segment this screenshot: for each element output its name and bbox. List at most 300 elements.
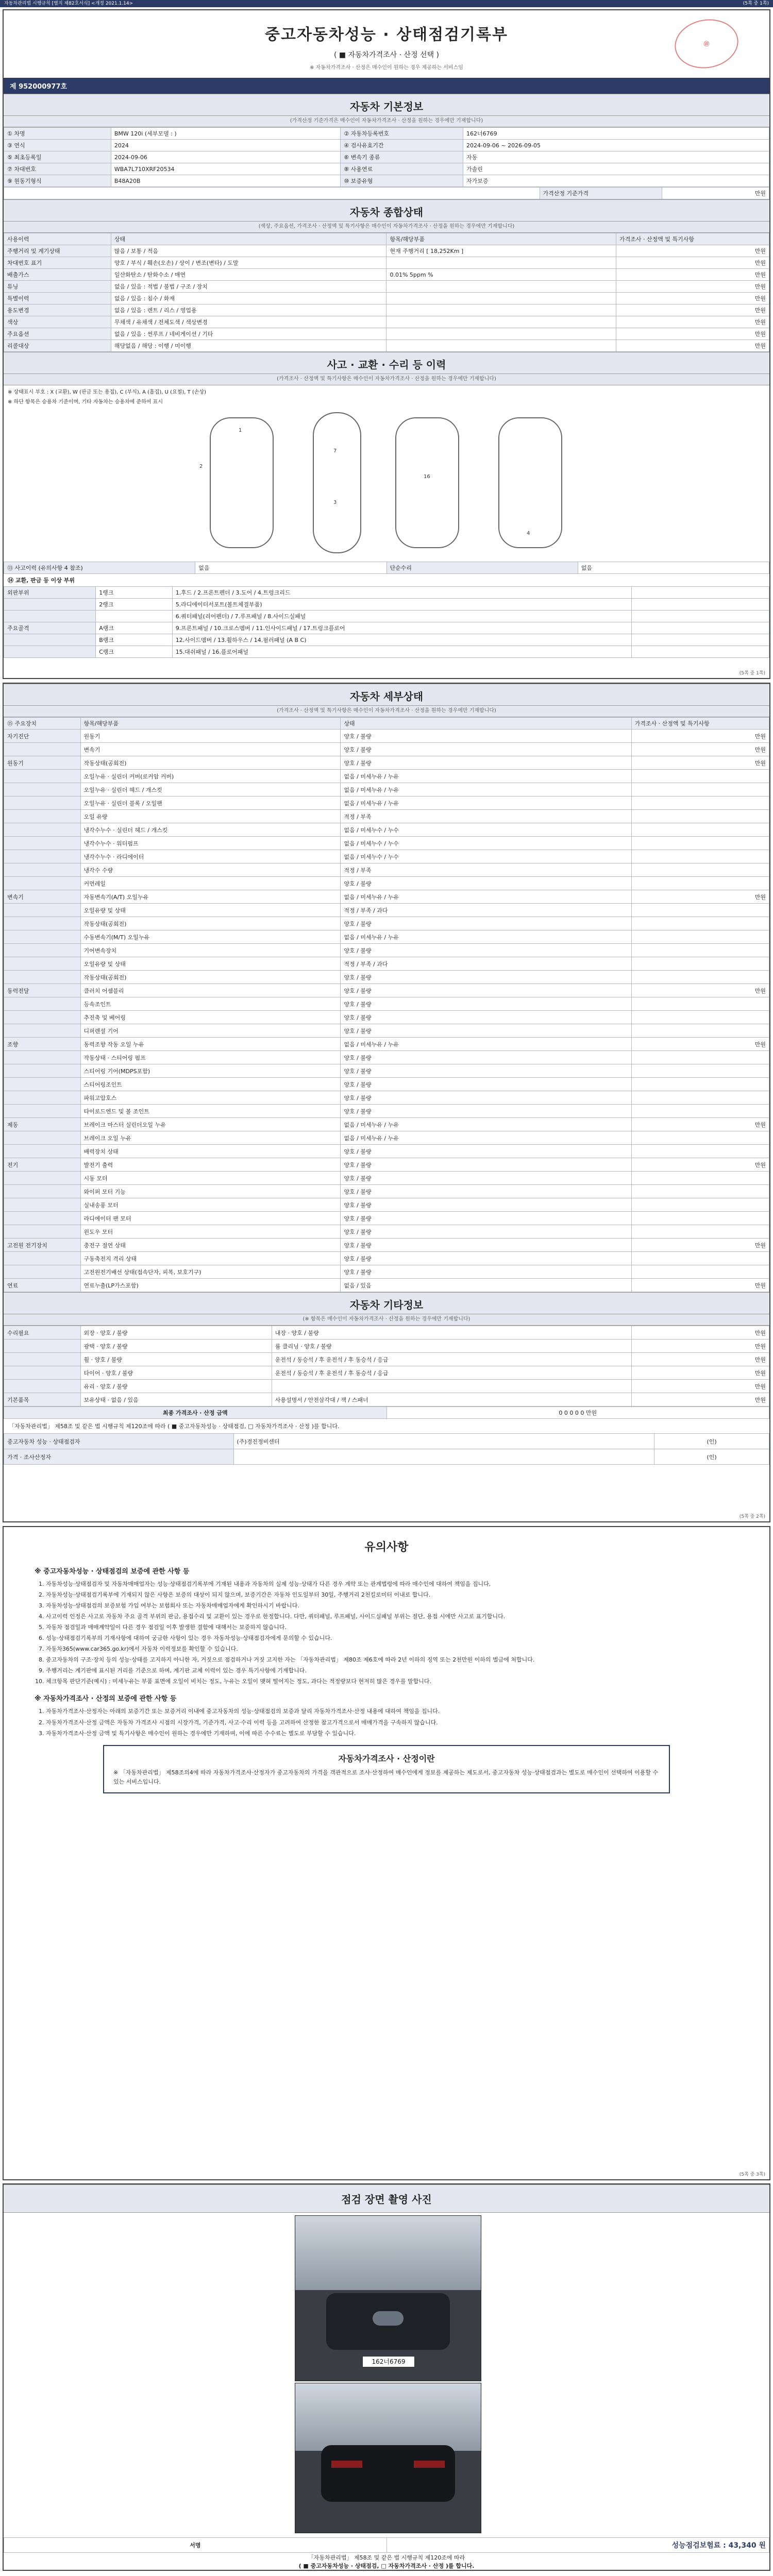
etc-table [4, 1326, 769, 1406]
detail-part: 발전기 출력 [80, 1158, 341, 1172]
basic-row [4, 128, 769, 140]
detail-device [4, 904, 81, 917]
detail-part: 구동축전지 격리 상태 [80, 1252, 341, 1265]
overall-detail [386, 316, 616, 328]
detail-state: 양호 / 불량 [341, 1078, 631, 1091]
overall-note: (색상, 주요옵션, 가격조사 · 산정액 및 특기사항은 매수인이 자동차가격조사 · 산정을 원하는 경우에만 기재합니다) [4, 222, 769, 233]
detail-row [4, 1225, 769, 1239]
detail-part: 고전원전기배선 상태(접속단자, 피복, 보호기구) [80, 1265, 341, 1279]
detail-price [631, 1198, 769, 1212]
car-underbody [395, 417, 459, 548]
detail-row [4, 930, 769, 944]
detail-part: 등속조인트 [80, 997, 341, 1011]
basic-label: ⑧ 사용연료 [341, 163, 463, 175]
overall-detail [386, 257, 616, 269]
detail-state: 양호 / 불량 [341, 1011, 631, 1024]
detail-part: 수동변속기(M/T) 오일누유 [80, 930, 341, 944]
car-top-view [313, 412, 361, 553]
cert-row [4, 1449, 769, 1465]
rank-group: 주요골격 [4, 622, 96, 634]
rank-parts: 1.후드 / 2.프론트펜더 / 3.도어 / 4.트렁크리드 [172, 587, 631, 599]
total-label: 최종 가격조사 · 산정 금액 [4, 1407, 387, 1419]
photo-front [295, 2215, 481, 2381]
notice-item: 5. 자동차 점검일과 매매계약일이 다른 경우 점검일 이후 발생한 결함에 대해서는 보증하지 않습니다. [46, 1623, 738, 1632]
overall-price: 만원 [616, 340, 769, 352]
detail-state: 없음 / 미세누유 / 누유 [341, 783, 631, 796]
overall-row [4, 245, 769, 257]
page-2 [3, 683, 770, 1522]
rank-parts: 12.사이드멤버 / 13.휠하우스 / 14.필러패널 (A B C) [172, 634, 631, 646]
rank-level: A랭크 [96, 622, 173, 634]
detail-device [4, 1024, 81, 1038]
overall-item: 리콜대상 [4, 340, 111, 352]
etc-price: 만원 [631, 1366, 769, 1380]
notice-item: 8. 중고자동차의 구조·장치 등의 성능·상태를 고지하지 아니한 자, 거짓으로 점검하거나 거짓 고지한 자는 「자동차관리법」 제80조 제6호에 따라 2년 이하의 징역 또는 2천만원 이하의 벌금에 처합니다. [46, 1655, 738, 1664]
overall-header: 사용이력 [4, 233, 111, 245]
detail-device [4, 944, 81, 957]
detail-price [631, 1225, 769, 1239]
detail-row [4, 1105, 769, 1118]
detail-row [4, 850, 769, 863]
detail-table [4, 717, 769, 1292]
detail-device [4, 1091, 81, 1105]
detail-row [4, 1118, 769, 1131]
rank-level: B랭크 [96, 634, 173, 646]
top-strip [0, 0, 773, 7]
etc-group: 기본품목 [4, 1393, 81, 1406]
detail-part: 작동상태(공회전) [80, 971, 341, 984]
footer-line-1: 「자동차관리법」 제58조 및 같은 법 시행규칙 제120조에 따라 [308, 2554, 465, 2561]
sign-table [4, 2537, 769, 2553]
detail-device: 연료 [4, 1279, 81, 1292]
basic-label: ⑦ 차대번호 [4, 163, 111, 175]
detail-device [4, 1185, 81, 1198]
overall-price: 만원 [616, 281, 769, 293]
detail-part: 스티어링조인트 [80, 1078, 341, 1091]
doc-title: 중고자동차성능 · 상태점검기록부 [264, 26, 508, 44]
rank-parts: 15.대쉬패널 / 16.플로어패널 [172, 646, 631, 658]
rank-parts: 6.쿼터패널(리어펜더) / 7.루프패널 / 8.사이드실패널 [172, 611, 631, 622]
etc-group [4, 1380, 81, 1393]
exchange-label: ⑭ 교환, 판금 등 이상 부위 [8, 577, 75, 584]
seal-stamp: ㊞ [671, 14, 742, 73]
detail-row [4, 1198, 769, 1212]
detail-price [631, 1145, 769, 1158]
detail-device [4, 1145, 81, 1158]
detail-price [631, 1131, 769, 1145]
detail-state: 없음 / 미세누유 / 누유 [341, 770, 631, 783]
detail-part: 오일누유 · 실린더 블록 / 오일팬 [80, 796, 341, 810]
detail-state: 없음 / 있음 [341, 1279, 631, 1292]
page-3-label: (5쪽 중 3쪽) [739, 2172, 765, 2177]
detail-device [4, 957, 81, 971]
detail-state: 양호 / 불량 [341, 984, 631, 997]
cert-name [233, 1449, 654, 1465]
basic-label: ⑩ 보증유형 [341, 175, 463, 187]
detail-note: (가격조사 · 산정액 및 특기사항은 매수인이 자동차가격조사 · 산정을 원하는 경우에만 기재합니다) [4, 706, 769, 717]
history-value: 없음 [195, 562, 386, 574]
detail-state: 양호 / 불량 [341, 1051, 631, 1064]
overall-price: 만원 [616, 257, 769, 269]
doc-subtitle: ( ■ 자동차가격조사 · 산정 선택 ) [333, 51, 440, 59]
detail-device [4, 997, 81, 1011]
detail-part: 충전구 절연 상태 [80, 1239, 341, 1252]
detail-part: 냉각수누수 · 실린더 헤드 / 개스킷 [80, 823, 341, 837]
detail-price [631, 837, 769, 850]
history-label: ⑬ 사고이력 (유의사항 4 참조) [4, 562, 195, 574]
notice-item: 4. 사고이력 인정은 사고로 자동차 주요 골격 부위의 판금, 용접수리 및 교환이 있는 경우로 한정합니다. 다만, 쿼터패널, 루프패널, 사이드실패널 부위는 절단, 용접 시에만 사고로 표기합니다. [46, 1612, 738, 1621]
detail-state: 양호 / 불량 [341, 1158, 631, 1172]
rank-row [4, 634, 769, 646]
overall-row [4, 293, 769, 304]
overall-state: 없음 / 있음 : 렌트 / 리스 / 영업용 [111, 304, 386, 316]
detail-part: 스티어링 기어(MDPS포함) [80, 1064, 341, 1078]
detail-device [4, 850, 81, 863]
overall-detail [386, 328, 616, 340]
rank-level: C랭크 [96, 646, 173, 658]
detail-part: 윈도우 모터 [80, 1225, 341, 1239]
detail-price [631, 1011, 769, 1024]
basic-label: ① 차명 [4, 128, 111, 140]
price-unit: 만원 [662, 188, 769, 199]
detail-row [4, 1038, 769, 1051]
overall-header: 상태 [111, 233, 386, 245]
detail-part: 연료누출(LP가스포함) [80, 1279, 341, 1292]
overall-state: 없음 / 있음 : 적법 / 불법 / 구조 / 장치 [111, 281, 386, 293]
detail-device [4, 1131, 81, 1145]
detail-row [4, 1279, 769, 1292]
page-3 [3, 1526, 770, 2180]
detail-state: 양호 / 불량 [341, 997, 631, 1011]
detail-part: 원동기 [80, 730, 341, 743]
detail-part: 파워고압호스 [80, 1091, 341, 1105]
detail-state: 없음 / 미세누유 / 누유 [341, 1131, 631, 1145]
detail-row [4, 1145, 769, 1158]
rank-row [4, 599, 769, 611]
detail-part: 커먼레일 [80, 877, 341, 890]
detail-device: 원동기 [4, 756, 81, 770]
detail-part: 브레이크 오일 누유 [80, 1131, 341, 1145]
detail-row [4, 944, 769, 957]
overall-state: 무채색 / 유채색 / 전체도색 / 색상변경 [111, 316, 386, 328]
etc-detail: 사용설명서 / 안전삼각대 / 잭 / 스패너 [272, 1393, 631, 1406]
detail-part: 오일 유량 [80, 810, 341, 823]
rank-level: 1랭크 [96, 587, 173, 599]
detail-device: 고전원 전기장치 [4, 1239, 81, 1252]
detail-device [4, 1011, 81, 1024]
notice-item: 1. 자동차성능·상태점검자 및 자동차매매업자는 성능·상태점검기록부에 기재된 내용과 자동차의 실제 성능·상태가 다른 경우 계약 또는 관계법령에 따라 매수인에 대하여 책임을 집니다. [46, 1580, 738, 1588]
total-value: 0 0 0 0 0 만원 [386, 1407, 769, 1419]
detail-price [631, 1185, 769, 1198]
report-number: 제 952000977호 [4, 78, 769, 94]
detail-device [4, 1265, 81, 1279]
detail-state: 적정 / 부족 / 과다 [341, 957, 631, 971]
etc-row [4, 1353, 769, 1366]
rank-row [4, 622, 769, 634]
doc-note: ※ 자동차가격조사 · 산정은 매수인이 원하는 경우 제공하는 서비스임 [310, 65, 463, 71]
detail-row [4, 904, 769, 917]
detail-part: 라디에이터 팬 모터 [80, 1212, 341, 1225]
notice-part1-list [35, 1580, 738, 1686]
detail-row [4, 1051, 769, 1064]
basic-label: ⑨ 원동기형식 [4, 175, 111, 187]
detail-row [4, 917, 769, 930]
overall-item: 배출가스 [4, 269, 111, 281]
rank-group [4, 599, 96, 611]
notice-item: 9. 주행거리는 계기판에 표시된 거리를 기준으로 하며, 계기판 교체 이력이 있는 경우 특기사항에 기재합니다. [46, 1666, 738, 1675]
overall-detail: 0.01% 5ppm % [386, 269, 616, 281]
detail-state: 적정 / 부족 / 과다 [341, 904, 631, 917]
detail-price [631, 1252, 769, 1265]
detail-part: 오일유량 및 상태 [80, 904, 341, 917]
detail-device: 동력전달 [4, 984, 81, 997]
basic-label: ② 자동차등록번호 [341, 128, 463, 140]
sign-label: 서명 [4, 2538, 387, 2553]
overall-price: 만원 [616, 293, 769, 304]
overall-item: 차대번호 표기 [4, 257, 111, 269]
overall-table [4, 233, 769, 352]
detail-price: 만원 [631, 984, 769, 997]
detail-device [4, 770, 81, 783]
detail-price [631, 904, 769, 917]
cert-role: 가격 · 조사산정자 [4, 1449, 234, 1465]
detail-price [631, 1091, 769, 1105]
notice-item: 6. 성능·상태점검기록부의 기재사항에 대하여 궁금한 사항이 있는 경우 자동차성능·상태점검자에게 문의할 수 있습니다. [46, 1634, 738, 1642]
part-1: 1 [239, 428, 242, 433]
detail-row [4, 823, 769, 837]
accident-legend: ※ 상태표시 부호 : X (교환), W (판금 또는 용접), C (부식), A (흠집), U (요철), T (손상) [8, 389, 207, 395]
detail-price [631, 917, 769, 930]
etc-price: 만원 [631, 1340, 769, 1353]
detail-row [4, 756, 769, 770]
detail-device: 자기진단 [4, 730, 81, 743]
notice-item: 1. 자동차가격조사·산정자는 아래의 보증기간 또는 보증거리 이내에 중고자동차의 성능·상태점검의 보증과 달리 자동차가격조사·산정 내용에 대하여 책임을 집니다. [46, 1707, 738, 1716]
rank-price [631, 634, 769, 646]
rank-row [4, 611, 769, 622]
detail-state: 양호 / 불량 [341, 1091, 631, 1105]
detail-state: 적정 / 부족 [341, 810, 631, 823]
detail-row [4, 1265, 769, 1279]
detail-device [4, 796, 81, 810]
etc-group [4, 1353, 81, 1366]
cert-table [4, 1433, 769, 1465]
page-1 [3, 9, 770, 679]
etc-item: 타이어 · 양호 / 불량 [80, 1366, 272, 1380]
detail-device [4, 1051, 81, 1064]
part-16: 16 [424, 474, 430, 480]
rank-parts: 9.프론트패널 / 10.크로스멤버 / 11.인사이드패널 / 17.트렁크플로어 [172, 622, 631, 634]
detail-device [4, 1252, 81, 1265]
etc-group [4, 1340, 81, 1353]
part-3: 3 [333, 500, 337, 505]
detail-part: 와이퍼 모터 기능 [80, 1185, 341, 1198]
rank-level [96, 611, 173, 622]
etc-item: 광택 · 양호 / 불량 [80, 1340, 272, 1353]
detail-part: 배력장치 상태 [80, 1145, 341, 1158]
detail-device [4, 810, 81, 823]
detail-state: 없음 / 미세누유 / 누유 [341, 1038, 631, 1051]
detail-state: 양호 / 불량 [341, 1198, 631, 1212]
overall-row [4, 304, 769, 316]
basic-label: ⑤ 최초등록일 [4, 151, 111, 163]
detail-price [631, 971, 769, 984]
detail-price [631, 796, 769, 810]
basic-title: 자동차 기본정보 [4, 94, 769, 116]
detail-device [4, 1078, 81, 1091]
detail-row [4, 1158, 769, 1172]
detail-row [4, 984, 769, 997]
detail-price [631, 930, 769, 944]
detail-part: 작동상태(공회전) [80, 756, 341, 770]
detail-row [4, 997, 769, 1011]
overall-detail [386, 281, 616, 293]
insurance-fee: 성능점검보험료 : 43,340 원 [386, 2538, 769, 2553]
detail-part: 시동 모터 [80, 1172, 341, 1185]
detail-state: 없음 / 미세누수 / 누수 [341, 850, 631, 863]
detail-row [4, 1024, 769, 1038]
notice-item: 7. 자동차365(www.car365.go.kr)에서 자동차 이력정보를 확인할 수 있습니다. [46, 1645, 738, 1653]
notice-title: 유의사항 [4, 1527, 769, 1556]
notice-box-title: 자동차가격조사 · 산정이란 [338, 1753, 435, 1764]
detail-price: 만원 [631, 1239, 769, 1252]
detail-title: 자동차 세부상태 [4, 684, 769, 706]
etc-price: 만원 [631, 1326, 769, 1340]
detail-state: 양호 / 불량 [341, 1105, 631, 1118]
etc-row [4, 1326, 769, 1340]
detail-price: 만원 [631, 890, 769, 904]
etc-price: 만원 [631, 1393, 769, 1406]
car-diagram [4, 407, 769, 562]
detail-state: 양호 / 불량 [341, 1145, 631, 1158]
rank-table [4, 586, 769, 658]
basic-value: 자가보증 [463, 175, 769, 187]
notice-item: 2. 자동차가격조사·산정 금액은 자동차 가격조사 시점의 시장가격, 기준가격, 사고·수리 이력 등을 고려하여 산정한 참고가격으로서 매매가격을 구속하지 않습니다. [46, 1718, 738, 1727]
overall-price: 만원 [616, 245, 769, 257]
detail-row [4, 1252, 769, 1265]
accident-note: (가격조사 · 산정액 및 특기사항은 매수인이 자동차가격조사 · 산정을 원하는 경우에만 기재합니다) [4, 374, 769, 385]
detail-row [4, 877, 769, 890]
detail-device [4, 743, 81, 756]
basic-label: ⑥ 변속기 종류 [341, 151, 463, 163]
detail-state: 양호 / 불량 [341, 1239, 631, 1252]
etc-item: 보유상태 · 없음 / 있음 [80, 1393, 272, 1406]
detail-row [4, 1131, 769, 1145]
overall-detail [386, 293, 616, 304]
detail-price: 만원 [631, 743, 769, 756]
etc-title: 자동차 기타정보 [4, 1292, 769, 1314]
price-label: 가격산정 기준가격 [540, 188, 662, 199]
rank-group [4, 646, 96, 658]
detail-state: 없음 / 미세누유 / 누유 [341, 1118, 631, 1131]
basic-value: BMW 120i (세부모델 : ) [111, 128, 341, 140]
cert-seal: (인) [654, 1449, 769, 1465]
detail-price: 만원 [631, 756, 769, 770]
overall-item: 색상 [4, 316, 111, 328]
detail-state: 양호 / 불량 [341, 917, 631, 930]
overall-price: 만원 [616, 304, 769, 316]
rank-level: 2랭크 [96, 599, 173, 611]
basic-value: 162너6769 [463, 128, 769, 140]
etc-row [4, 1366, 769, 1380]
notice-part1-title: ※ 중고자동차성능 · 상태점검의 보증에 관한 사항 등 [35, 1568, 190, 1575]
detail-state: 없음 / 미세누유 / 누유 [341, 796, 631, 810]
overall-row [4, 328, 769, 340]
detail-price [631, 823, 769, 837]
front-plate: 162너6769 [362, 2356, 415, 2367]
detail-price [631, 1064, 769, 1078]
detail-row [4, 1091, 769, 1105]
detail-state: 양호 / 불량 [341, 1252, 631, 1265]
page-4 [3, 2183, 770, 2571]
detail-row [4, 770, 769, 783]
detail-row [4, 1011, 769, 1024]
rank-row [4, 646, 769, 658]
detail-device [4, 1172, 81, 1185]
part-2: 2 [199, 464, 203, 469]
rank-row [4, 587, 769, 599]
etc-group: 수리필요 [4, 1326, 81, 1340]
detail-price [631, 783, 769, 796]
detail-price [631, 863, 769, 877]
basic-label: ③ 연식 [4, 140, 111, 151]
etc-detail [272, 1380, 631, 1393]
detail-state: 양호 / 불량 [341, 1212, 631, 1225]
overall-row [4, 257, 769, 269]
detail-device [4, 823, 81, 837]
detail-device [4, 863, 81, 877]
detail-header: 상태 [341, 718, 631, 730]
overall-detail [386, 304, 616, 316]
rank-parts: 5.라디에이터서포트(볼트체결부품) [172, 599, 631, 611]
detail-price [631, 1212, 769, 1225]
basic-note: (가격산정 기준가격은 매수인이 자동차가격조사 · 산정을 원하는 경우에만 기재합니다) [4, 116, 769, 127]
detail-device [4, 877, 81, 890]
detail-state: 양호 / 불량 [341, 743, 631, 756]
detail-state: 없음 / 미세누수 / 누수 [341, 823, 631, 837]
overall-state: 없음 / 있음 : 침수 / 화재 [111, 293, 386, 304]
etc-item: 외장 · 양호 / 불량 [80, 1326, 272, 1340]
accident-history [4, 562, 769, 574]
overall-detail: 현재 주행거리 [ 18,252Km ] [386, 245, 616, 257]
notice-box-text: ※ 「자동차관리법」 제58조의4에 따라 자동차가격조사·산정자가 중고자동차의 가격을 객관적으로 조사·산정하여 매수인에게 정보를 제공하는 제도로서, 중고자동차 성능·상태점검과는 별도로 매수인이 선택하여 이용할 수 있는 서비스입니다. [113, 1769, 659, 1785]
etc-price: 만원 [631, 1353, 769, 1366]
detail-price [631, 997, 769, 1011]
overall-item: 주요옵션 [4, 328, 111, 340]
detail-part: 기어변속장치 [80, 944, 341, 957]
etc-row [4, 1340, 769, 1353]
detail-device [4, 1198, 81, 1212]
overall-state: 많음 / 보통 / 적음 [111, 245, 386, 257]
rank-group: 외판부위 [4, 587, 96, 599]
footer-line-2: ( ■ 중고자동차성능 · 상태점검, □ 자동차가격조사 · 산정 )를 합니다. [298, 2563, 475, 2569]
detail-price [631, 1078, 769, 1091]
overall-row [4, 281, 769, 293]
detail-device: 제동 [4, 1118, 81, 1131]
overall-state: 양호 / 부식 / 훼손(오손) / 상이 / 변조(변타) / 도말 [111, 257, 386, 269]
overall-row [4, 316, 769, 328]
notice-item: 3. 자동차가격조사·산정 금액 및 특기사항은 매수인이 원하는 경우에만 기재하며, 이에 따른 수수료는 별도로 부담할 수 있습니다. [46, 1729, 738, 1738]
basic-value: 2024-09-06 [111, 151, 341, 163]
detail-header: 가격조사 · 산정액 및 특기사항 [631, 718, 769, 730]
detail-header: ⑮ 주요장치 [4, 718, 81, 730]
rank-price [631, 587, 769, 599]
basic-value: B48A20B [111, 175, 341, 187]
notice-part2-list [35, 1707, 738, 1737]
cert-role: 중고자동차 성능 · 상태점검자 [4, 1434, 234, 1449]
detail-part: 브레이크 마스터 실린더오일 누유 [80, 1118, 341, 1131]
overall-title: 자동차 종합상태 [4, 199, 769, 222]
detail-device [4, 930, 81, 944]
